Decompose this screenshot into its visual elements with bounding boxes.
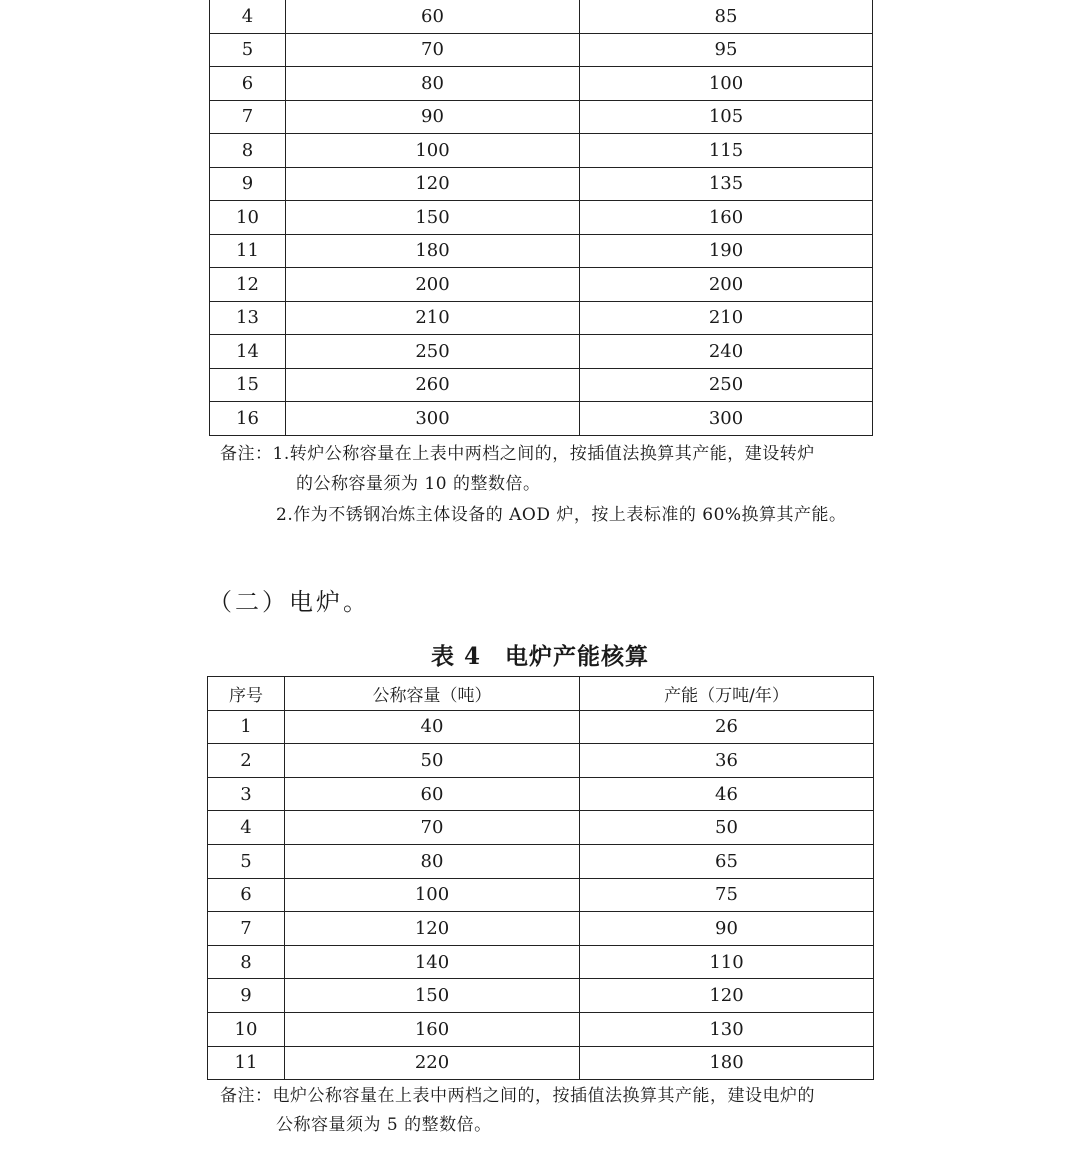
table-row	[208, 945, 874, 979]
table-electric-furnace-capacity	[207, 676, 874, 1080]
table-row	[208, 1012, 874, 1046]
table-cell: 36	[580, 744, 874, 778]
table-cell: 26	[580, 710, 874, 744]
table-cell: 90	[286, 100, 580, 134]
table-cell: 40	[285, 710, 580, 744]
table-cell: 75	[580, 878, 874, 912]
table-cell: 70	[285, 811, 580, 845]
table-row	[208, 979, 874, 1013]
table-cell: 100	[580, 67, 873, 101]
table-cell: 120	[286, 167, 580, 201]
table-cell: 240	[580, 335, 873, 369]
table-row	[210, 268, 873, 302]
table-cell: 80	[286, 67, 580, 101]
table-row	[210, 335, 873, 369]
table-cell: 2	[208, 744, 285, 778]
table-cell: 115	[580, 134, 873, 168]
table-cell: 140	[285, 945, 580, 979]
table-caption: 表 4 电炉产能核算	[430, 643, 649, 670]
table-row	[208, 1046, 874, 1080]
table-cell: 110	[580, 945, 874, 979]
table-cell: 85	[580, 0, 873, 33]
column-header: 序号	[208, 677, 285, 711]
table-cell: 10	[210, 201, 286, 235]
table-cell: 260	[286, 368, 580, 402]
table-cell: 50	[285, 744, 580, 778]
table-cell: 4	[208, 811, 285, 845]
table-cell: 60	[285, 777, 580, 811]
table-row	[208, 878, 874, 912]
note-line: 2.作为不锈钢冶炼主体设备的 AOD 炉，按上表标准的 60%换算其产能。	[276, 505, 847, 525]
table-row	[210, 234, 873, 268]
table-cell: 220	[285, 1046, 580, 1080]
table-row	[210, 33, 873, 67]
table-cell: 100	[285, 878, 580, 912]
table-row	[210, 301, 873, 335]
table-row	[208, 744, 874, 778]
table-cell: 4	[210, 0, 286, 33]
section-heading: （二）电炉。	[208, 588, 370, 616]
table-cell: 16	[210, 402, 286, 436]
table-cell: 8	[208, 945, 285, 979]
table-cell: 250	[580, 368, 873, 402]
table-cell: 46	[580, 777, 874, 811]
table-cell: 14	[210, 335, 286, 369]
table-cell: 180	[580, 1046, 874, 1080]
table-cell: 10	[208, 1012, 285, 1046]
table-cell: 300	[286, 402, 580, 436]
table-cell: 200	[286, 268, 580, 302]
table-row	[208, 912, 874, 946]
table-cell: 200	[580, 268, 873, 302]
table-cell: 5	[208, 844, 285, 878]
table-cell: 8	[210, 134, 286, 168]
table-row	[210, 134, 873, 168]
table-cell: 100	[286, 134, 580, 168]
table-cell: 1	[208, 710, 285, 744]
table-cell: 6	[210, 67, 286, 101]
table-cell: 150	[285, 979, 580, 1013]
table-row	[208, 777, 874, 811]
table-cell: 15	[210, 368, 286, 402]
column-header: 公称容量（吨）	[285, 677, 580, 711]
table-row	[210, 368, 873, 402]
table-cell: 50	[580, 811, 874, 845]
table-row	[208, 710, 874, 744]
table-cell: 12	[210, 268, 286, 302]
table-cell: 3	[208, 777, 285, 811]
table-cell: 11	[210, 234, 286, 268]
table-row	[208, 811, 874, 845]
table-cell: 11	[208, 1046, 285, 1080]
table-row	[210, 402, 873, 436]
note-line: 的公称容量须为 10 的整数倍。	[296, 474, 541, 494]
table-cell: 65	[580, 844, 874, 878]
table-header-row	[208, 677, 874, 711]
table-row	[210, 0, 873, 33]
table-cell: 250	[286, 335, 580, 369]
note-line: 备注：1.转炉公称容量在上表中两档之间的，按插值法换算其产能，建设转炉	[220, 444, 815, 464]
table-row	[210, 167, 873, 201]
table-cell: 6	[208, 878, 285, 912]
table-cell: 210	[580, 301, 873, 335]
table-cell: 105	[580, 100, 873, 134]
table-body	[208, 710, 874, 1080]
table-row	[208, 844, 874, 878]
table-cell: 90	[580, 912, 874, 946]
table-cell: 13	[210, 301, 286, 335]
table-cell: 190	[580, 234, 873, 268]
table-cell: 7	[208, 912, 285, 946]
table-cell: 80	[285, 844, 580, 878]
table-converter-capacity	[209, 0, 873, 436]
note-line: 备注：电炉公称容量在上表中两档之间的，按插值法换算其产能，建设电炉的	[220, 1086, 815, 1106]
table-cell: 70	[286, 33, 580, 67]
column-header: 产能（万吨/年）	[580, 677, 874, 711]
table-cell: 7	[210, 100, 286, 134]
table-body	[210, 0, 873, 435]
table-cell: 160	[580, 201, 873, 235]
table-cell: 160	[285, 1012, 580, 1046]
table-cell: 95	[580, 33, 873, 67]
table-cell: 180	[286, 234, 580, 268]
table-row	[210, 100, 873, 134]
table-cell: 5	[210, 33, 286, 67]
table-cell: 130	[580, 1012, 874, 1046]
table-cell: 120	[285, 912, 580, 946]
table-row	[210, 67, 873, 101]
table-cell: 9	[210, 167, 286, 201]
table-cell: 9	[208, 979, 285, 1013]
note-line: 公称容量须为 5 的整数倍。	[276, 1115, 492, 1135]
table-cell: 150	[286, 201, 580, 235]
table-cell: 210	[286, 301, 580, 335]
table-cell: 135	[580, 167, 873, 201]
table-row	[210, 201, 873, 235]
table-cell: 120	[580, 979, 874, 1013]
table-cell: 60	[286, 0, 580, 33]
table-cell: 300	[580, 402, 873, 436]
